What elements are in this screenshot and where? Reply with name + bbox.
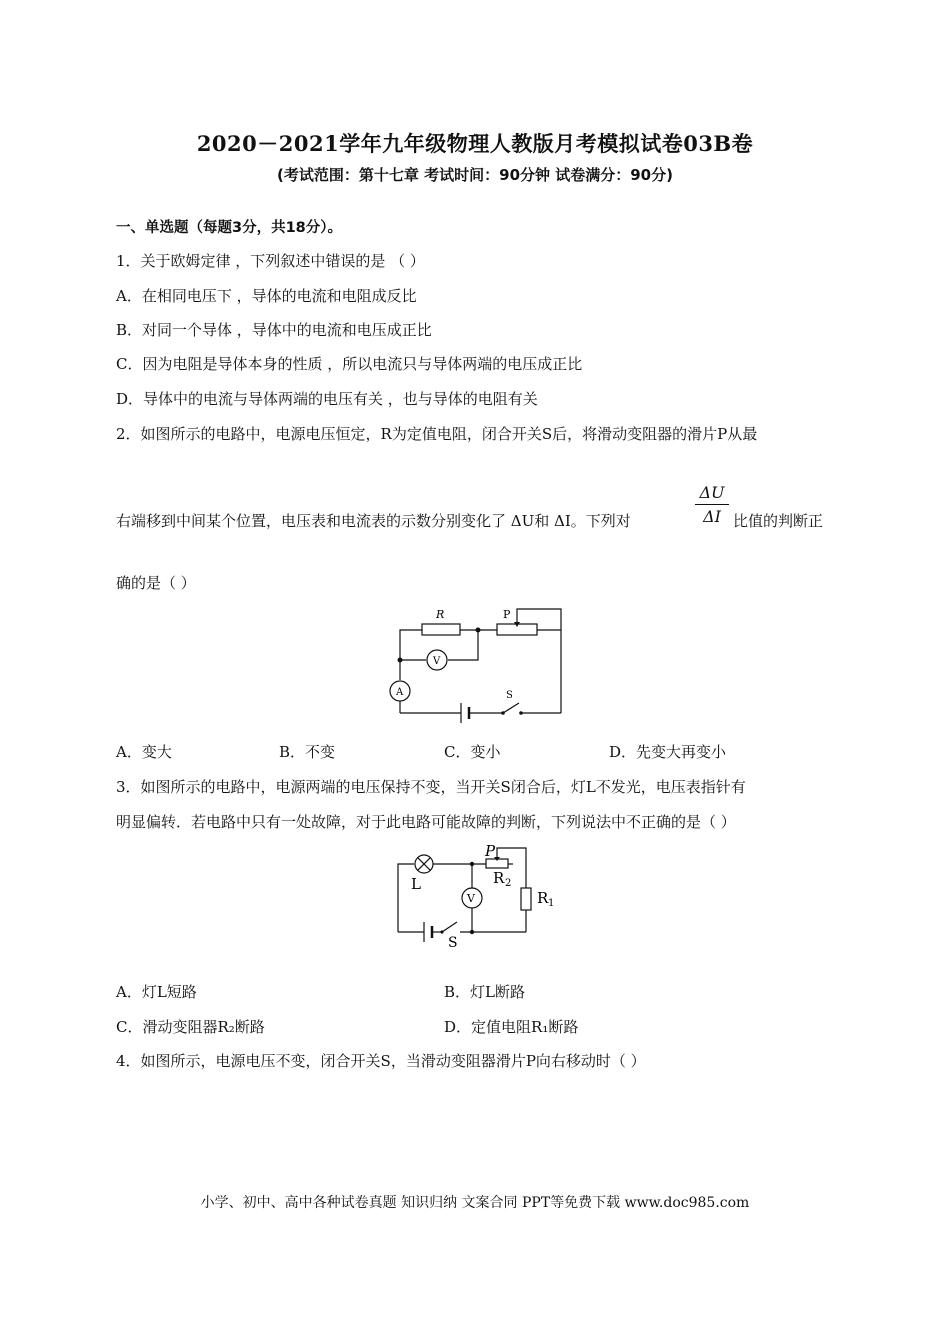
q2-option-b: B．不变 [279,743,336,761]
label-a: A [396,687,404,698]
label-v: V [467,892,475,905]
q2-option-c: C．变小 [444,743,501,761]
q3-option-d: D．定值电阻R₁断路 [444,1018,579,1036]
q4-stem: 4．如图所示，电源电压不变，闭合开关S，当滑动变阻器滑片P向右移动时（ ） [116,1052,646,1070]
q3-option-b: B．灯L断路 [444,983,525,1001]
q1-option-c: C．因为电阻是导体本身的性质 ，所以电流只与导体两端的电压成正比 [116,355,583,373]
page-footer: 小学、初中、高中各种试卷真题 知识归纳 文案合同 PPT等免费下载 www.doc985.com [200,1195,750,1211]
q2-option-d: D．先变大再变小 [609,743,727,761]
label-p: P [503,608,511,621]
label-r: R [436,608,445,621]
label-v: V [433,656,441,667]
q3-stem-line1: 3．如图所示的电路中，电源两端的电压保持不变，当开关S闭合后，灯L不发光，电压表指针有 [116,778,746,796]
label-s: S [448,935,458,951]
section-heading: 一、单选题（每题3分，共18分）。 [116,220,343,236]
label-r1: R [537,889,549,907]
delta-ratio-fraction [695,483,729,526]
label-r1-subscript: 1 [548,898,555,909]
q3-option-c: C．滑动变阻器R₂断路 [116,1018,265,1036]
label-s: S [506,690,513,701]
q1-option-d: D．导体中的电流与导体两端的电压有关 ，也与导体的电阻有关 [116,390,538,408]
q1-option-b: B．对同一个导体 ，导体中的电流和电压成正比 [116,321,432,339]
q2-stem-line2: 右端移到中间某个位置，电压表和电流表的示数分别变化了 ΔU和 ΔI。下列对 [116,512,631,530]
page-title: 2020－2021学年九年级物理人教版月考模拟试卷03B卷 [196,131,754,156]
q3-option-a: A．灯L短路 [116,983,197,1001]
q1-stem: 1．关于欧姆定律 ，下列叙述中错误的是 （ ） [116,252,425,270]
exam-info: (考试范围：第十七章 考试时间：90分钟 试卷满分：90分) [277,166,673,184]
q2-option-a: A．变大 [116,743,172,761]
label-r2-subscript: 2 [505,878,512,889]
label-p: P [485,842,496,860]
q2-stem-line3: 确的是（ ） [116,574,196,592]
fraction-denominator: ΔI [703,507,721,526]
label-r2: R [493,869,505,887]
fraction-numerator: ΔU [695,483,729,505]
resistor-r1 [521,888,531,910]
label-l: L [411,875,421,893]
q2-stem-line2-end: 比值的判断正 [733,512,824,530]
q3-stem-line2: 明显偏转．若电路中只有一处故障，对于此电路可能故障的判断，下列说法中不正确的是（ ） [116,813,736,831]
q3-circuit-diagram [390,840,570,952]
q1-option-a: A．在相同电压下 ，导体的电流和电阻成反比 [116,287,417,305]
q2-stem-line1: 2．如图所示的电路中，电源电压恒定，R为定值电阻，闭合开关S后，将滑动变阻器的滑片P从最 [116,425,758,443]
resistor-r [422,624,460,635]
q2-circuit-diagram [385,600,570,725]
